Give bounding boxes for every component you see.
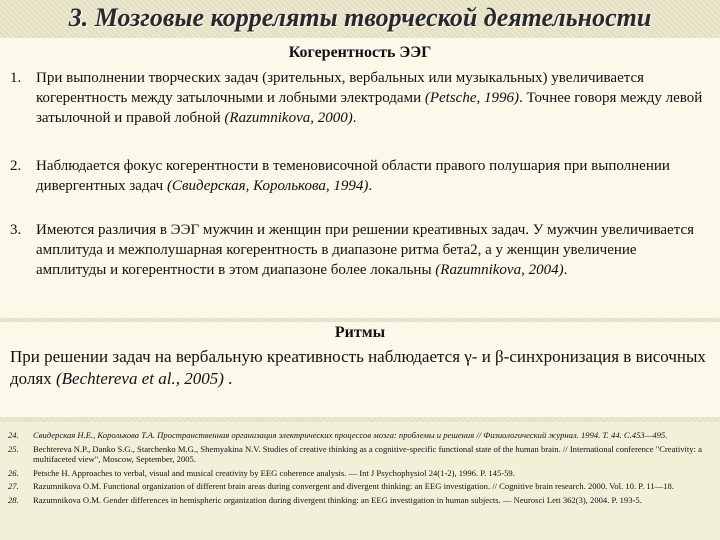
reference-text: Bechtereva N.P., Danko S.G., Starchenko M.G., Shemyakina N.V. Studies of creative thinking as a cognitive-specific functional state of the human brain. // International conference "Creativity: a multifaceted view", Moscow, September, 2005. (33, 443, 702, 465)
list-item (10, 220, 705, 280)
item-number: 1. (10, 70, 22, 86)
reference-item (8, 495, 713, 506)
item-body-2: . (368, 178, 373, 194)
reference-item (8, 468, 713, 479)
citation: (Bechtereva et al., 2005) (55, 369, 224, 388)
list-item (10, 156, 705, 196)
list-item (10, 68, 705, 128)
item-body-3: . (352, 110, 357, 126)
reference-text: Razumnikova O.M. Functional organization of different brain areas during convergent and divergent thinking: an EEG investigation. // Cognitive brain research. 2000. Vol. 10. P. 11—18. (33, 481, 674, 492)
coherence-heading: Когерентность ЭЭГ (288, 44, 432, 61)
item-body-2: . (563, 262, 568, 278)
reference-number: 25. (8, 443, 19, 454)
reference-text: Свидерская Н.Е., Королькова Т.А. Пространственная организация электрических процессов мозга: проблемы и решения // Физиологический журнал. 1994. Т. 44. С.453—495. (33, 430, 668, 440)
coherence-panel (0, 38, 720, 318)
references-panel (0, 422, 720, 540)
rhythms-heading: Ритмы (334, 324, 386, 341)
rhythms-tail: . (223, 369, 233, 388)
rhythms-text (10, 346, 710, 390)
reference-number: 26. (8, 467, 19, 478)
reference-text: Petsche H. Approaches to verbal, visual and musical creativity by EEG coherence analysis. — Int J Psychophysiol 24(1-2), 1996. P. 145-59. (33, 467, 515, 478)
item-text (36, 68, 705, 128)
rhythms-body: При решении задач на вербальную креативность наблюдается γ- и β-синхронизация в височных долях (10, 347, 706, 388)
citation-2: (Razumnikova, 2000) (224, 110, 353, 126)
references-list (8, 430, 713, 509)
reference-item (8, 481, 713, 492)
item-body: Наблюдается фокус когерентности в теменовисочной области правого полушария при выполнении дивергентных задач (36, 158, 670, 194)
item-body-2: . Точнее говоря между левой затылочной и правой лобной (36, 90, 703, 126)
citation: (Свидерская, Королькова, 1994) (166, 178, 369, 194)
reference-item (8, 430, 713, 441)
item-number: 2. (10, 158, 22, 174)
reference-item (8, 444, 713, 465)
citation: (Petsche, 1996) (424, 90, 519, 106)
item-text (36, 156, 705, 196)
item-text (36, 220, 705, 280)
item-body: При выполнении творческих задач (зрительных, вербальных или музыкальных) увеличивается когерентность между затылочными и лобными электродами (36, 70, 645, 106)
item-body: Имеются различия в ЭЭГ мужчин и женщин при решении креативных задач. У мужчин увеличивается амплитуда и межполушарная когерентность в диапазоне ритма бета2, а у женщин увеличение амплитуды и когерентности в этом диапазоне более локальны (36, 222, 695, 278)
reference-text: Razumnikova O.M. Gender differences in hemispheric organization during divergent thinking: an EEG investigation in human subjects. — Neurosci Lett 362(3), 2004. P. 193-5. (33, 494, 642, 505)
citation: (Razumnikova, 2004) (435, 262, 564, 278)
reference-number: 24. (8, 430, 19, 440)
rhythms-panel (0, 322, 720, 417)
reference-number: 28. (8, 494, 19, 505)
item-number: 3. (10, 222, 22, 238)
slide-title: 3. Мозговые корреляты творческой деятельности (68, 3, 652, 32)
reference-number: 27. (8, 481, 19, 492)
